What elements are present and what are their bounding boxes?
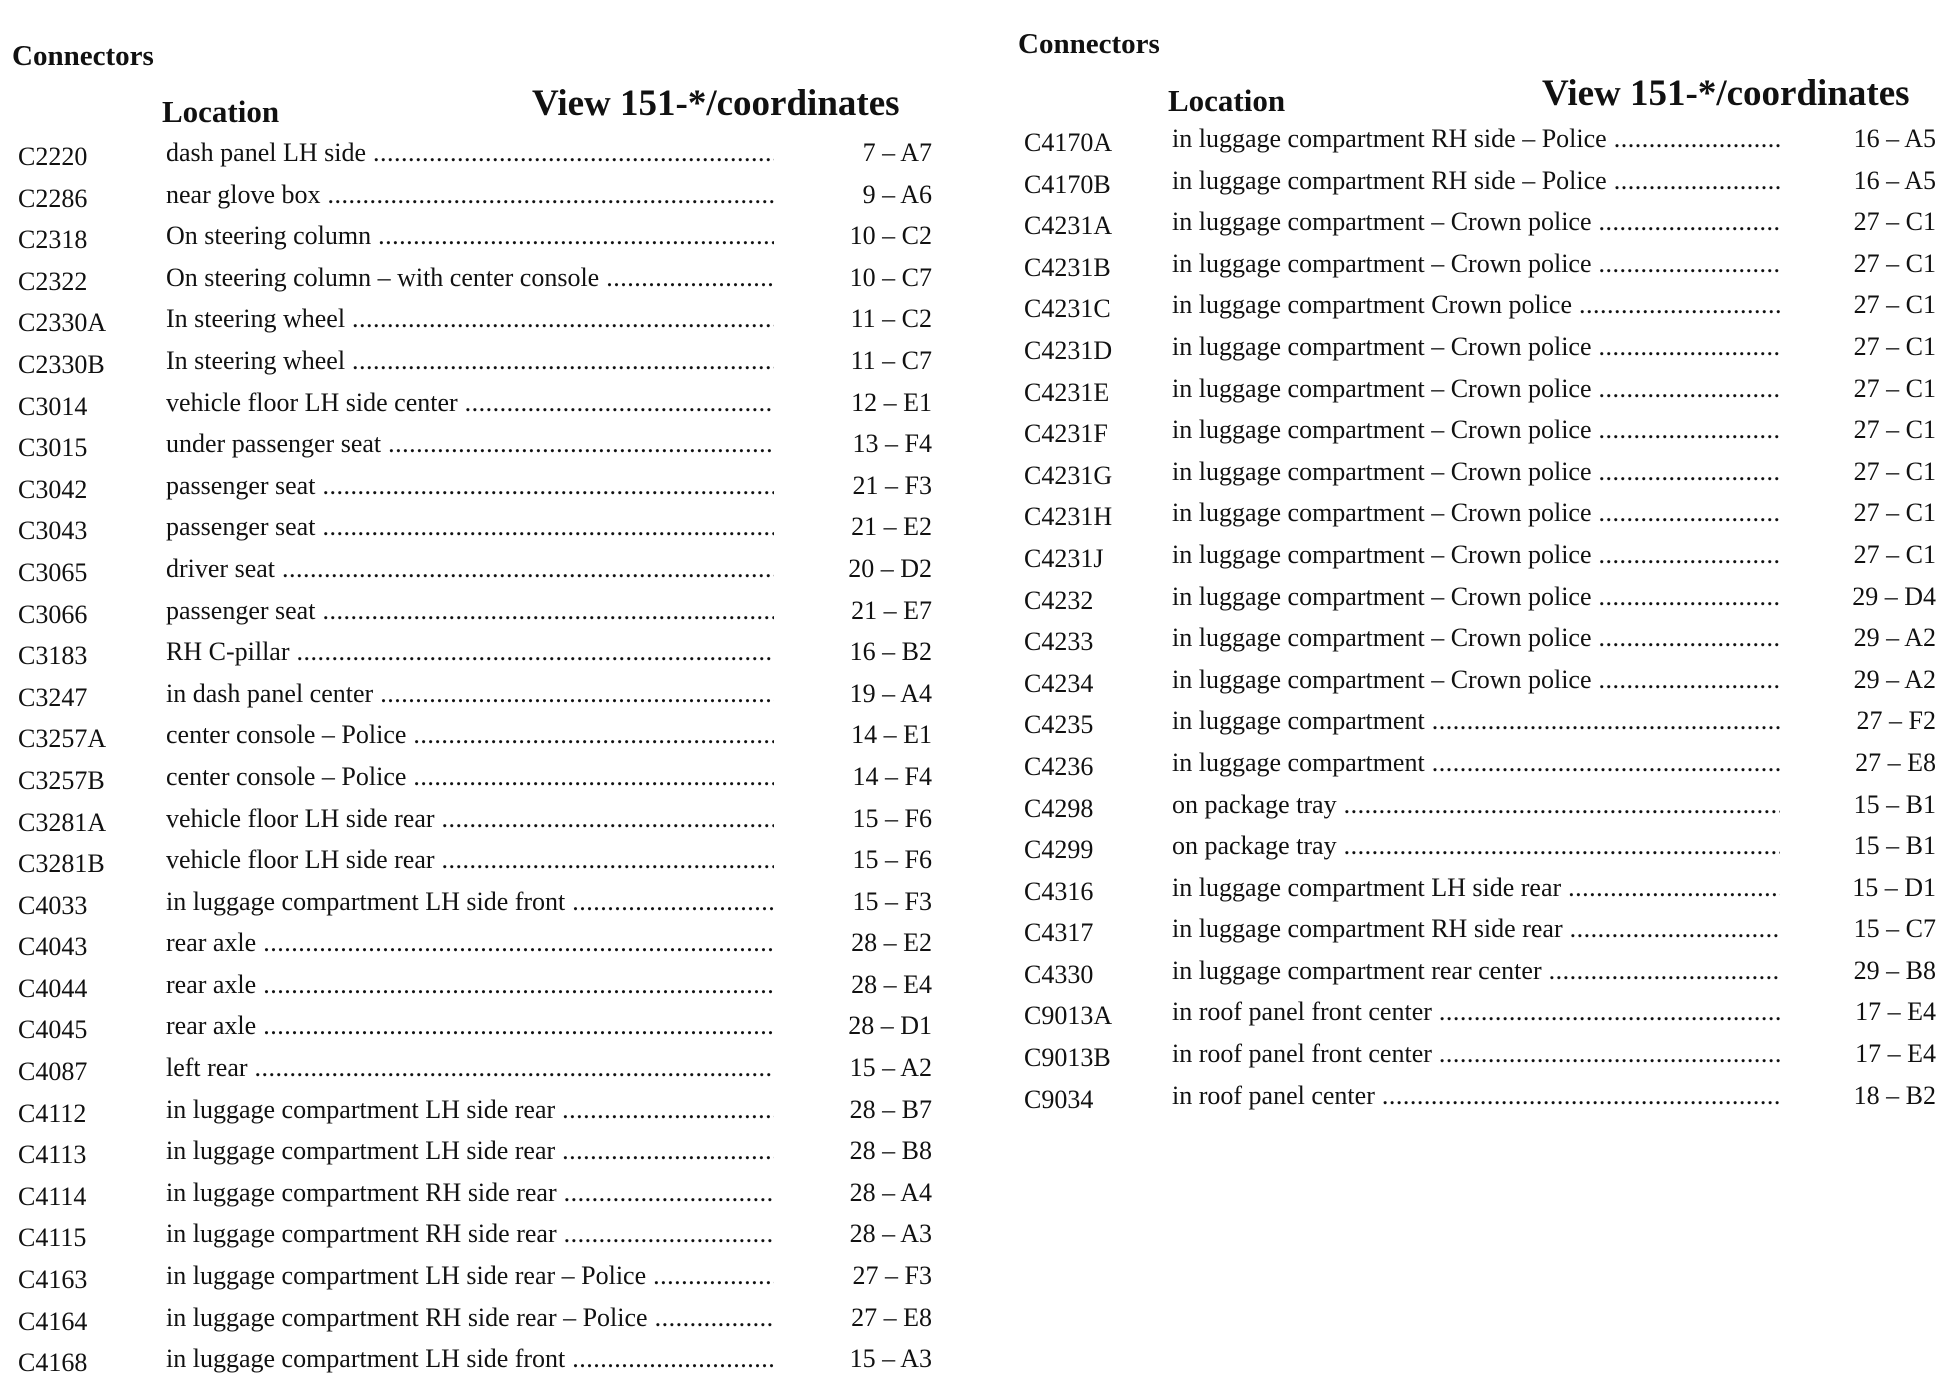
table-row [1018,498,1936,540]
connector-location: in luggage compartment LH side rear ..... [166,1095,774,1125]
connector-view-coordinates: 28 – E2 [851,928,932,958]
connector-view-coordinates: 28 – A3 [849,1219,932,1249]
connector-view-coordinates: 7 – A7 [862,138,932,167]
connector-id: C9013B [1024,1043,1111,1073]
connector-id: C3043 [18,516,88,546]
connector-location: in luggage compartment RH side – Police ..... [1172,124,1780,154]
table-rows [12,138,932,1386]
connector-view-coordinates: 14 – F4 [852,761,932,791]
connector-id: C4231D [1024,335,1113,365]
connector-location: in dash panel center ..... [166,679,774,709]
connector-view-coordinates: 15 – F6 [852,803,932,833]
connector-location: In steering wheel ..... [166,304,774,334]
connector-id: C4168 [18,1348,88,1378]
connector-view-coordinates: 27 – E8 [1855,747,1936,777]
connector-view-coordinates: 15 – A3 [849,1344,932,1374]
connector-id: C4163 [18,1265,88,1295]
connector-id: C4164 [18,1306,88,1336]
connector-view-coordinates: 16 – A5 [1853,165,1936,195]
connector-id: C3066 [18,599,88,629]
table-row [1018,914,1936,956]
connector-location: vehicle floor LH side rear ..... [166,845,774,875]
table-row [1018,582,1936,624]
connector-id: C4330 [1024,959,1094,989]
connector-view-coordinates: 15 – A2 [849,1053,932,1083]
connector-location: in luggage compartment – Crown police ..... [1172,374,1780,404]
connector-location: center console – Police ..... [166,762,774,792]
table-row [12,1303,932,1345]
table-row [12,887,932,929]
connector-location: On steering column ..... [166,221,774,251]
table-row [12,1178,932,1220]
table-row [1018,706,1936,748]
table-row [1018,748,1936,790]
connector-location: in luggage compartment – Crown police ..... [1172,665,1780,695]
connector-view-coordinates: 10 – C7 [849,262,932,292]
connector-id: C2322 [18,266,88,296]
connector-view-coordinates: 28 – B8 [849,1136,932,1166]
table-row [12,512,932,554]
connector-id: C4170A [1024,128,1113,157]
table-row [12,1219,932,1261]
connector-view-coordinates: 29 – D4 [1852,581,1936,611]
connector-location: in luggage compartment ..... [1172,748,1780,778]
connector-id: C2330B [18,349,105,379]
connector-location: on package tray ..... [1172,831,1780,861]
connector-view-coordinates: 18 – B2 [1853,1080,1936,1110]
connector-location: in luggage compartment RH side rear ..... [166,1219,774,1249]
connector-view-coordinates: 27 – F3 [852,1261,932,1291]
connector-id: C2220 [18,142,88,171]
table-rows [1018,124,1936,1122]
table-row [1018,374,1936,416]
connector-id: C4231J [1024,543,1104,573]
table-row [1018,415,1936,457]
section-title: Connectors [12,40,154,72]
location-column-header: Location [162,94,280,129]
connector-view-coordinates: 27 – C1 [1853,456,1936,486]
connector-id: C4231F [1024,419,1108,449]
connector-id: C4298 [1024,793,1094,823]
connector-id: C3014 [18,391,88,421]
connector-id: C4231E [1024,377,1110,407]
connector-location: in luggage compartment – Crown police ..... [1172,249,1780,279]
connector-location: in roof panel center ..... [1172,1081,1780,1111]
connector-location: in luggage compartment – Crown police ..... [1172,582,1780,612]
connector-view-coordinates: 20 – D2 [848,553,932,583]
table-row [12,720,932,762]
connector-view-coordinates: 27 – C1 [1853,331,1936,361]
section-title: Connectors [1018,28,1160,60]
connector-view-coordinates: 15 – B1 [1853,789,1936,819]
connector-location: vehicle floor LH side rear ..... [166,804,774,834]
connector-view-coordinates: 27 – C1 [1853,207,1936,237]
connector-id: C4113 [18,1140,87,1170]
connector-location: in luggage compartment Crown police ..... [1172,290,1780,320]
connector-view-coordinates: 11 – C2 [850,304,932,334]
connector-location: in roof panel front center ..... [1172,997,1780,1027]
connector-view-coordinates: 15 – D1 [1852,872,1936,902]
location-column-header: Location [1168,83,1286,118]
connector-view-coordinates: 27 – F2 [1856,706,1936,736]
table-row [12,679,932,721]
table-row [12,263,932,305]
connector-location: dash panel LH side ..... [166,138,774,168]
table-row [1018,249,1936,291]
table-row [12,221,932,263]
connector-location: passenger seat ..... [166,596,774,626]
connector-view-coordinates: 28 – D1 [848,1011,932,1041]
connector-location: in luggage compartment – Crown police ..... [1172,498,1780,528]
connector-id: C4233 [1024,627,1094,657]
connector-view-coordinates: 15 – B1 [1853,831,1936,861]
table-row [1018,956,1936,998]
connector-view-coordinates: 10 – C2 [849,221,932,251]
connector-location: near glove box ..... [166,180,774,210]
connector-location: in luggage compartment LH side front ..... [166,1344,774,1374]
connector-id: C4043 [18,932,88,962]
connector-view-coordinates: 29 – A2 [1853,664,1936,694]
connector-view-coordinates: 17 – E4 [1855,997,1936,1027]
connector-id: C3042 [18,474,88,504]
connector-location: in luggage compartment RH side rear – Police ..... [166,1303,774,1333]
connector-location: passenger seat ..... [166,471,774,501]
connector-id: C4232 [1024,585,1094,615]
connector-id: C3281B [18,849,105,879]
connector-location: in luggage compartment rear center ..... [1172,956,1780,986]
connector-id: C3065 [18,557,88,587]
connector-view-coordinates: 15 – C7 [1853,914,1936,944]
connector-location: rear axle ..... [166,970,774,1000]
table-row [12,180,932,222]
connector-id: C4317 [1024,918,1094,948]
connector-location: in luggage compartment – Crown police ..... [1172,207,1780,237]
table-row [1018,831,1936,873]
connector-view-coordinates: 16 – A5 [1853,124,1936,153]
view-column-header: View 151-*/coordinates [1542,73,1910,114]
connector-location: in luggage compartment LH side front ..... [166,887,774,917]
connector-view-coordinates: 11 – C7 [850,345,932,375]
connector-id: C2318 [18,225,88,255]
connector-location: in luggage compartment ..... [1172,706,1780,736]
connector-id: C4045 [18,1015,88,1045]
connector-view-coordinates: 17 – E4 [1855,1039,1936,1069]
connector-location: center console – Police ..... [166,720,774,750]
connector-id: C2330A [18,308,107,338]
table-row [1018,623,1936,665]
connector-id: C4299 [1024,835,1094,865]
connector-id: C3247 [18,682,88,712]
table-row [12,928,932,970]
connector-id: C4231A [1024,211,1113,241]
table-row [1018,1081,1936,1123]
connector-view-coordinates: 21 – F3 [852,470,932,500]
connector-id: C9034 [1024,1084,1094,1114]
table-row [1018,665,1936,707]
connector-id: C3015 [18,433,88,463]
table-row [1018,997,1936,1039]
connector-view-coordinates: 27 – E8 [851,1302,932,1332]
connector-location: in luggage compartment – Crown police ..... [1172,457,1780,487]
connector-location: in luggage compartment RH side rear ..... [166,1178,774,1208]
connector-id: C4115 [18,1223,87,1253]
table-row [12,1261,932,1303]
table-row [12,346,932,388]
connector-view-coordinates: 28 – E4 [851,969,932,999]
connector-location: driver seat ..... [166,554,774,584]
connector-location: in luggage compartment – Crown police ..... [1172,540,1780,570]
table-row [12,637,932,679]
connector-view-coordinates: 28 – B7 [849,1094,932,1124]
connector-location: under passenger seat ..... [166,429,774,459]
connector-view-coordinates: 12 – E1 [851,387,932,417]
connector-location: In steering wheel ..... [166,346,774,376]
table-row [12,554,932,596]
connector-view-coordinates: 27 – C1 [1853,290,1936,320]
table-row [12,1053,932,1095]
connector-location: On steering column – with center console ..... [166,263,774,293]
connector-id: C4231H [1024,502,1113,532]
connector-location: in luggage compartment RH side rear ..... [1172,914,1780,944]
connector-id: C4235 [1024,710,1094,740]
connector-id: C4236 [1024,751,1094,781]
table-row [12,1344,932,1386]
connector-id: C3257B [18,765,105,795]
table-row [12,1011,932,1053]
connector-id: C4114 [18,1181,87,1211]
table-row [1018,166,1936,208]
connector-id: C3281A [18,807,107,837]
connector-location: in roof panel front center ..... [1172,1039,1780,1069]
connector-location: vehicle floor LH side center ..... [166,388,774,418]
connector-location: passenger seat ..... [166,512,774,542]
table-row [1018,207,1936,249]
connector-id: C4170B [1024,169,1111,199]
connector-location: in luggage compartment – Crown police ..... [1172,332,1780,362]
table-row [1018,1039,1936,1081]
connector-view-coordinates: 21 – E7 [851,595,932,625]
connector-view-coordinates: 15 – F6 [852,845,932,875]
connector-location: in luggage compartment – Crown police ..... [1172,623,1780,653]
table-row [12,804,932,846]
view-column-header: View 151-*/coordinates [532,83,900,124]
connector-id: C4044 [18,973,88,1003]
connector-id: C4231B [1024,252,1111,282]
table-row [1018,124,1936,166]
connector-view-coordinates: 27 – C1 [1853,498,1936,528]
connector-id: C2286 [18,183,88,213]
connector-id: C4234 [1024,668,1094,698]
connector-view-coordinates: 16 – B2 [849,637,932,667]
table-row [12,1095,932,1137]
connector-id: C3257A [18,724,107,754]
connector-id: C4112 [18,1098,87,1128]
connector-id: C4316 [1024,876,1094,906]
connector-id: C4231G [1024,460,1113,490]
table-row [12,429,932,471]
connector-view-coordinates: 29 – B8 [1853,955,1936,985]
connector-view-coordinates: 29 – A2 [1853,623,1936,653]
connector-id: C9013A [1024,1001,1113,1031]
connector-location: in luggage compartment RH side – Police ..... [1172,166,1780,196]
table-row [12,1136,932,1178]
connector-view-coordinates: 27 – C1 [1853,248,1936,278]
connector-view-coordinates: 19 – A4 [849,678,932,708]
connector-location: RH C-pillar ..... [166,637,774,667]
connector-view-coordinates: 27 – C1 [1853,373,1936,403]
connector-view-coordinates: 15 – F3 [852,886,932,916]
table-row [12,138,932,180]
connector-location: left rear ..... [166,1053,774,1083]
connector-view-coordinates: 13 – F4 [852,429,932,459]
table-row [12,388,932,430]
table-row [12,762,932,804]
table-row [12,304,932,346]
table-row [12,970,932,1012]
table-row [1018,873,1936,915]
connector-location: rear axle ..... [166,928,774,958]
table-row [12,845,932,887]
connector-view-coordinates: 27 – C1 [1853,539,1936,569]
connector-view-coordinates: 28 – A4 [849,1177,932,1207]
connector-view-coordinates: 27 – C1 [1853,415,1936,445]
table-row [1018,332,1936,374]
table-row [1018,790,1936,832]
table-row [1018,290,1936,332]
connector-view-coordinates: 9 – A6 [862,179,932,209]
table-row [12,596,932,638]
connector-id: C4033 [18,890,88,920]
connector-location: in luggage compartment LH side rear ..... [1172,873,1780,903]
connector-id: C4087 [18,1057,88,1087]
connector-location: on package tray ..... [1172,790,1780,820]
table-row [12,471,932,513]
connector-location: rear axle ..... [166,1011,774,1041]
connector-location: in luggage compartment LH side rear ..... [166,1136,774,1166]
connector-location: in luggage compartment LH side rear – Police ..... [166,1261,774,1291]
connector-id: C3183 [18,641,88,671]
table-row [1018,540,1936,582]
connector-id: C4231C [1024,294,1111,324]
connector-view-coordinates: 14 – E1 [851,720,932,750]
connector-view-coordinates: 21 – E2 [851,512,932,542]
table-row [1018,457,1936,499]
connector-location: in luggage compartment – Crown police ..... [1172,415,1780,445]
